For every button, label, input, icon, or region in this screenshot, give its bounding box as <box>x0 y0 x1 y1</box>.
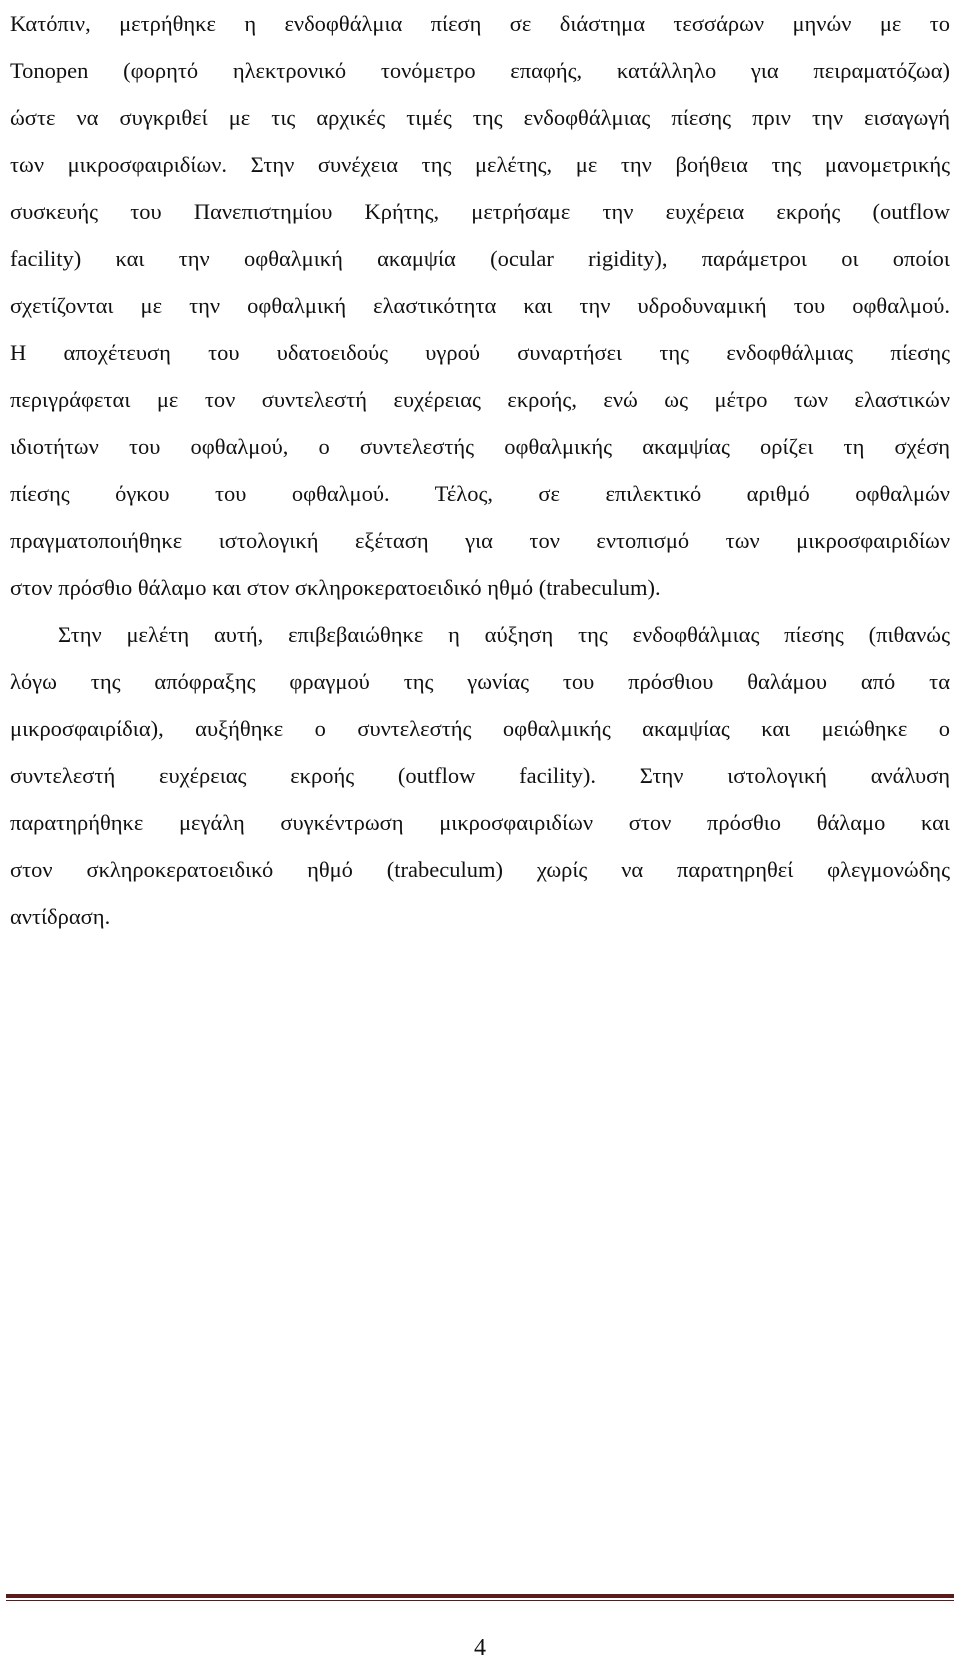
text-line: πίεσης όγκου του οφθαλμού. Τέλος, σε επιλεκτικό αριθμό οφθαλμών <box>10 481 950 506</box>
paragraph-results <box>10 611 950 940</box>
body-text <box>10 0 950 940</box>
text-line: μικροσφαιρίδια), αυξήθηκε ο συντελεστής οφθαλμικής ακαμψίας και μειώθηκε ο <box>10 716 950 741</box>
text-line: συσκευής του Πανεπιστημίου Κρήτης, μετρήσαμε την ευχέρεια εκροής (outflow <box>10 199 950 224</box>
text-line: αντίδραση. <box>10 904 111 929</box>
text-line: ιδιοτήτων του οφθαλμού, ο συντελεστής οφθαλμικής ακαμψίας ορίζει τη σχέση <box>10 434 950 459</box>
footer-divider-thick <box>6 1594 954 1598</box>
text-line: Η αποχέτευση του υδατοειδούς υγρού συναρτήσει της ενδοφθάλμιας πίεσης <box>10 340 950 365</box>
text-line: σχετίζονται με την οφθαλμική ελαστικότητα και την υδροδυναμική του οφθαλμού. <box>10 293 950 318</box>
page-number: 4 <box>474 1635 486 1661</box>
text-line: των μικροσφαιριδίων. Στην συνέχεια της μελέτης, με την βοήθεια της μανομετρικής <box>10 152 950 177</box>
text-line: παρατηρήθηκε μεγάλη συγκέντρωση μικροσφαιριδίων στον πρόσθιο θάλαμο και <box>10 810 950 835</box>
text-line: πραγματοποιήθηκε ιστολογική εξέταση για τον εντοπισμό των μικροσφαιριδίων <box>10 528 950 553</box>
paragraph-methods <box>10 0 950 611</box>
text-line: στον πρόσθιο θάλαμο και στον σκληροκερατοειδικό ηθμό (trabeculum). <box>10 575 661 600</box>
text-line: στον σκληροκερατοειδικό ηθμό (trabeculum) χωρίς να παρατηρηθεί φλεγμονώδης <box>10 857 950 882</box>
text-line: ώστε να συγκριθεί με τις αρχικές τιμές της ενδοφθάλμιας πίεσης πριν την εισαγωγή <box>10 105 950 130</box>
text-line: Tonopen (φορητό ηλεκτρονικό τονόμετρο επαφής, κατάλληλο για πειραματόζωα) <box>10 58 950 83</box>
footer-divider-thin <box>6 1600 954 1601</box>
text-line: λόγω της απόφραξης φραγμού της γωνίας του πρόσθιου θαλάμου από τα <box>10 669 950 694</box>
footer-divider <box>6 1594 954 1601</box>
text-line: περιγράφεται με τον συντελεστή ευχέρειας εκροής, ενώ ως μέτρο των ελαστικών <box>10 387 950 412</box>
text-line: Στην μελέτη αυτή, επιβεβαιώθηκε η αύξηση της ενδοφθάλμιας πίεσης (πιθανώς <box>58 622 950 647</box>
text-line: facility) και την οφθαλμική ακαμψία (ocular rigidity), παράμετροι οι οποίοι <box>10 246 950 271</box>
text-line: συντελεστή ευχέρειας εκροής (outflow facility). Στην ιστολογική ανάλυση <box>10 763 950 788</box>
text-line: Κατόπιν, μετρήθηκε η ενδοφθάλμια πίεση σε διάστημα τεσσάρων μηνών με το <box>10 11 950 36</box>
